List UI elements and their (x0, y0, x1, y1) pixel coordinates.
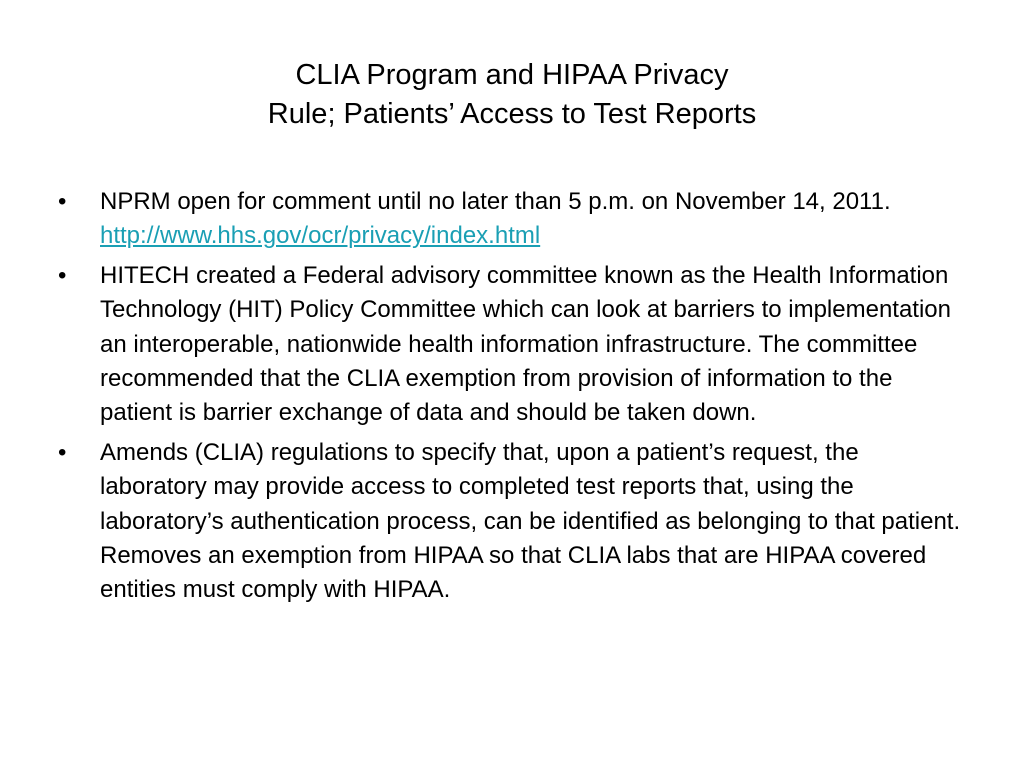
bullet-text: Amends (CLIA) regulations to specify that, upon a patient’s request, the laboratory may provide access to completed test reports that, using the laboratory’s authentication process, can be identified as belonging to that patient. Removes an exemption from HIPAA so that CLIA labs that are HIPAA covered entities must comply with HIPAA. (100, 438, 961, 604)
bullet-list (58, 185, 970, 613)
bullet-item-nprm-comment (58, 185, 970, 254)
bullet-text: HITECH created a Federal advisory committee known as the Health Information Technology (HIT) Policy Committee which can look at barriers to implementation an interoperable, nationwide health information infrastructure. The committee recommended that the CLIA exemption from provision of information to the patient is barrier exchange of data and should be taken down. (100, 261, 952, 427)
slide-title-line-2: Rule; Patients’ Access to Test Reports (267, 98, 757, 130)
bullet-item-hitech-committee (58, 259, 970, 431)
hhs-privacy-link[interactable]: http://www.hhs.gov/ocr/privacy/index.html (100, 222, 541, 250)
slide-title-line-1: CLIA Program and HIPAA Privacy (295, 59, 729, 91)
bullet-icon: • (58, 261, 67, 289)
bullet-text-content: NPRM open for comment until no later than 5 p.m. on November 14, 2011. (100, 188, 891, 215)
bullet-icon: • (58, 438, 67, 466)
bullet-item-clia-amendment (58, 436, 970, 608)
bullet-icon: • (58, 188, 67, 215)
slide-title (60, 56, 964, 134)
bullet-text (100, 185, 970, 254)
